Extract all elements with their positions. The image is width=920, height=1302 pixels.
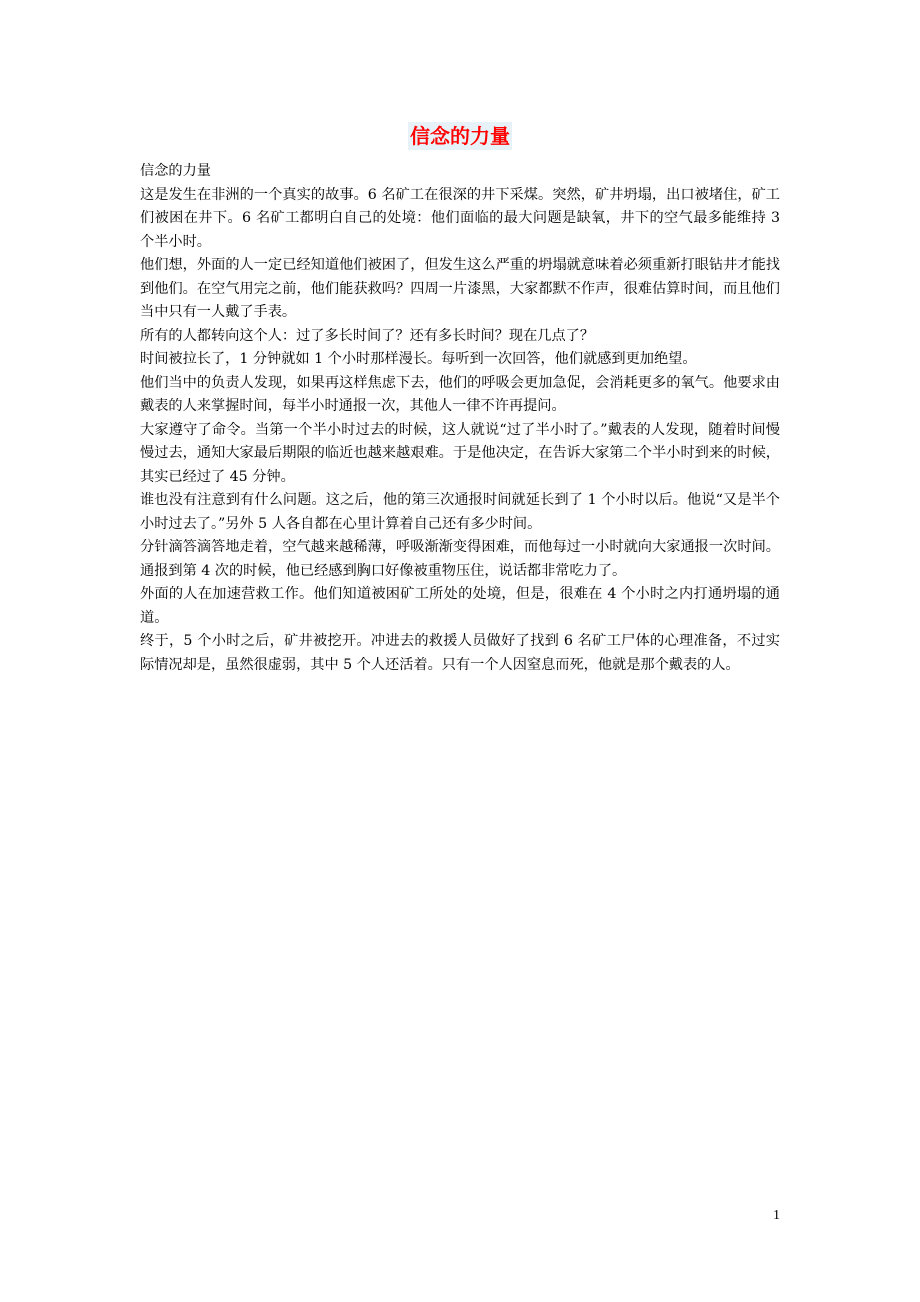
paragraph: 他们想，外面的人一定已经知道他们被困了，但发生这么严重的坍塌就意味着必须重新打眼钻井才能找到他们。在空气用完之前，他们能获救吗？四周一片漆黑，大家都默不作声，很难估算时间，而且他们当中只有一人戴了手表。	[140, 257, 780, 320]
paragraph: 分针滴答滴答地走着，空气越来越稀薄，呼吸渐渐变得困难，而他每过一小时就向大家通报一次时间。通报到第 4 次的时候，他已经感到胸口好像被重物压住，说话都非常吃力了。	[140, 539, 780, 579]
paragraph: 谁也没有注意到有什么问题。这之后，他的第三次通报时间就延长到了 1 个小时以后。他说“又是半个小时过去了。”另外 5 人各自都在心里计算着自己还有多少时间。	[140, 492, 780, 532]
paragraph: 大家遵守了命令。当第一个半小时过去的时候，这人就说“过了半小时了。”戴表的人发现，随着时间慢慢过去，通知大家最后期限的临近也越来越艰难。于是他决定，在告诉大家第二个半小时到来的时候，其实已经过了 45 分钟。	[140, 421, 780, 485]
paragraph: 信念的力量	[140, 163, 211, 179]
paragraph: 时间被拉长了，1 分钟就如 1 个小时那样漫长。每听到一次回答，他们就感到更加绝望。	[140, 351, 697, 367]
document-body	[140, 160, 780, 677]
paragraph: 他们当中的负责人发现，如果再这样焦虑下去，他们的呼吸会更加急促，会消耗更多的氧气。他要求由戴表的人来掌握时间，每半小时通报一次，其他人一律不许再提问。	[140, 374, 780, 414]
page-number: 1	[773, 1208, 780, 1223]
paragraph: 终于，5 个小时之后，矿井被挖开。冲进去的救援人员做好了找到 6 名矿工尸体的心理准备，不过实际情况却是，虽然很虚弱，其中 5 个人还活着。只有一个人因窒息而死，他就是那个戴表的人。	[140, 633, 780, 673]
paragraph: 外面的人在加速营救工作。他们知道被困矿工所处的处境，但是，很难在 4 个小时之内打通坍塌的通道。	[140, 586, 780, 626]
paragraph: 所有的人都转向这个人：过了多长时间了？还有多长时间？现在几点了？	[140, 327, 595, 344]
document-title: 信念的力量	[410, 124, 510, 148]
title-container	[0, 122, 920, 150]
paragraph: 这是发生在非洲的一个真实的故事。6 名矿工在很深的井下采煤。突然，矿井坍塌，出口被堵住，矿工们被困在井下。6 名矿工都明白自己的处境：他们面临的最大问题是缺氧，井下的空气最多能维持 3 个半小时。	[140, 186, 780, 250]
